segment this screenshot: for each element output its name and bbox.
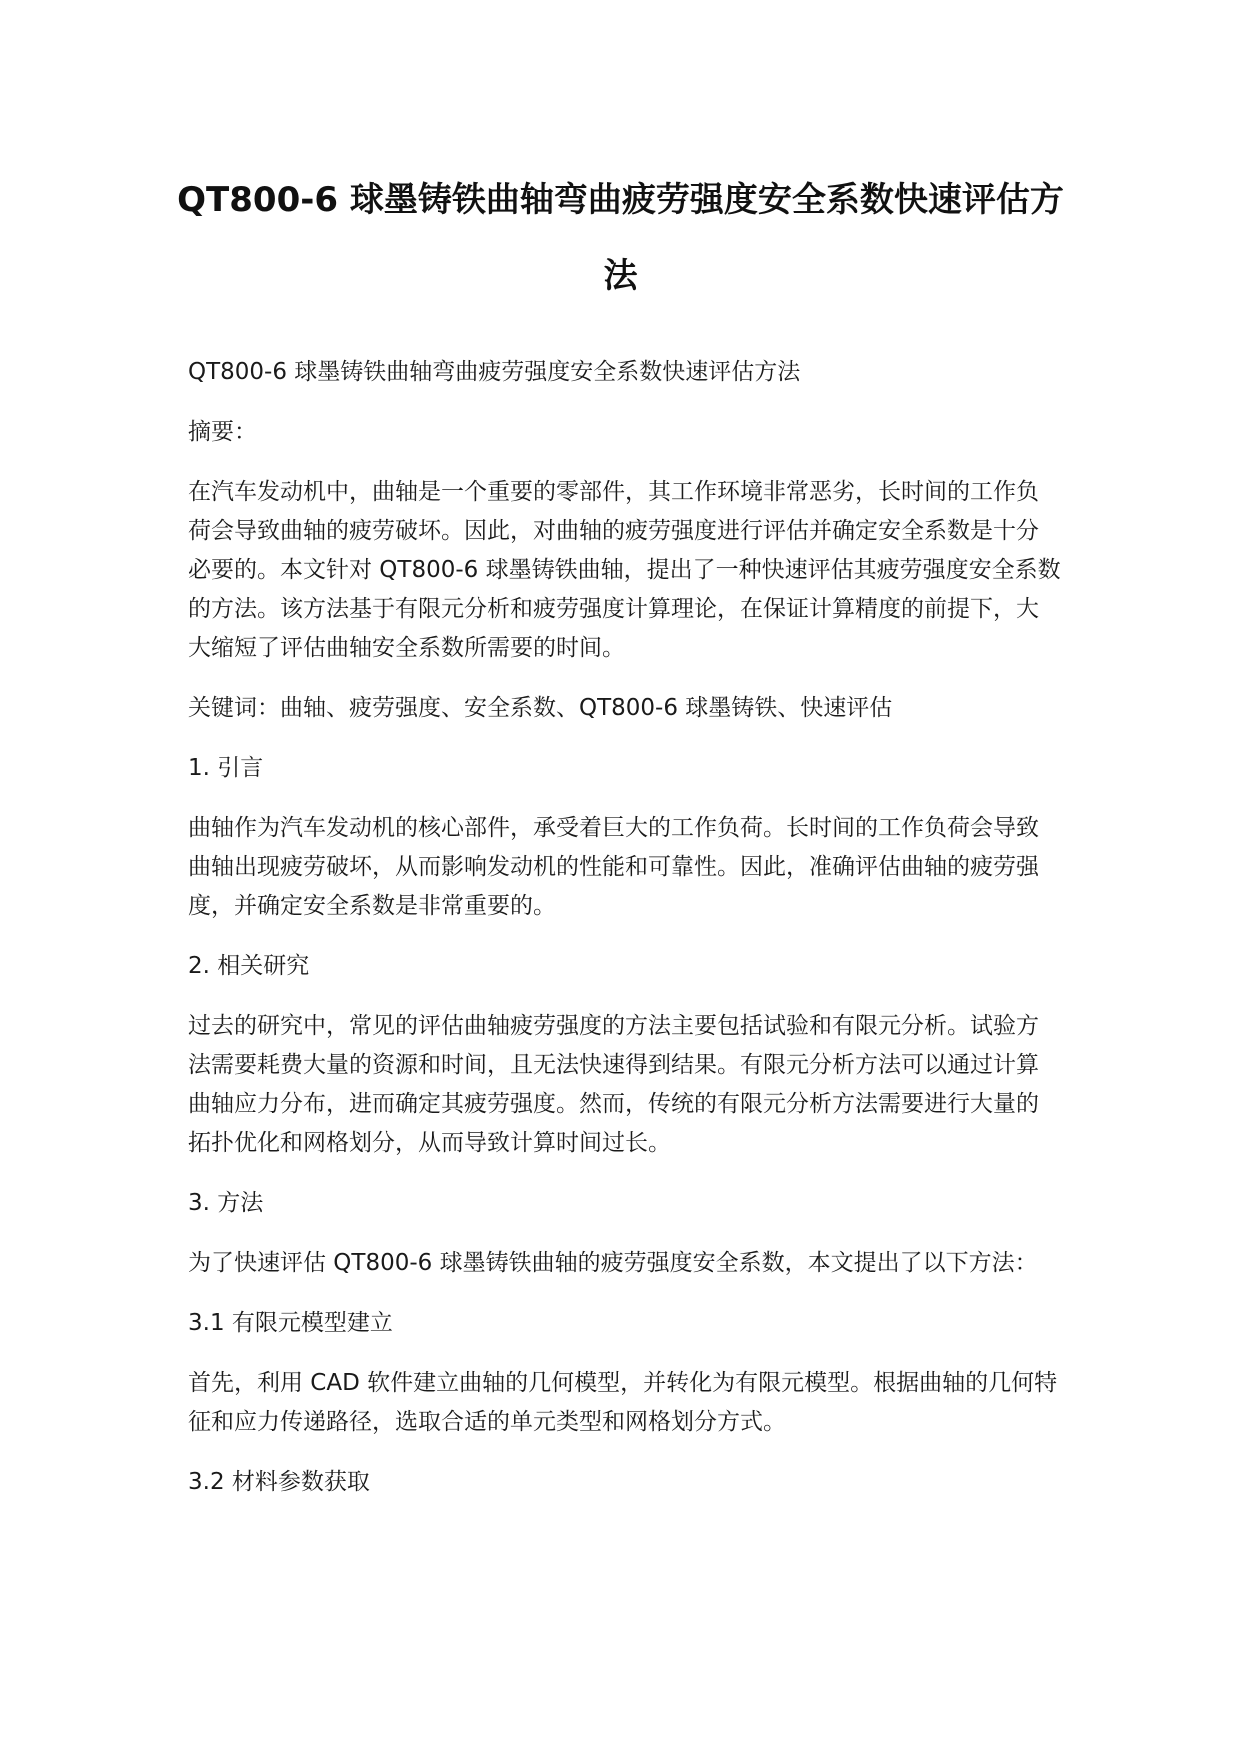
fem-model-line: 征和应力传递路径，选取合适的单元类型和网格划分方式。 [188,1409,786,1435]
section-heading-intro: 1. 引言 [188,755,264,781]
intro-line: 曲轴作为汽车发动机的核心部件，承受着巨大的工作负荷。长时间的工作负荷会导致 [188,815,1039,841]
abstract-line: 大缩短了评估曲轴安全系数所需要的时间。 [188,635,625,661]
abstract-line: 的方法。该方法基于有限元分析和疲劳强度计算理论，在保证计算精度的前提下，大 [188,596,1039,622]
abstract-line: 必要的。本文针对 QT800-6 球墨铸铁曲轴，提出了一种快速评估其疲劳强度安全系数 [188,557,1061,583]
related-work-line: 曲轴应力分布，进而确定其疲劳强度。然而，传统的有限元分析方法需要进行大量的 [188,1091,1039,1117]
abstract-line: 荷会导致曲轴的疲劳破坏。因此，对曲轴的疲劳强度进行评估并确定安全系数是十分 [188,518,1039,544]
abstract-label: 摘要： [188,419,257,445]
related-work-paragraph [188,1007,1058,1163]
related-work-line: 法需要耗费大量的资源和时间，且无法快速得到结果。有限元分析方法可以通过计算 [188,1052,1039,1078]
document-title-line-2: 法 [603,256,638,296]
subsection-heading-material-params: 3.2 材料参数获取 [188,1469,370,1495]
section-heading-related-work: 2. 相关研究 [188,953,310,979]
intro-paragraph [188,809,1058,926]
abstract-paragraph [188,473,1061,668]
fem-model-paragraph [188,1364,1058,1442]
section-heading-method: 3. 方法 [188,1190,264,1216]
intro-line: 度，并确定安全系数是非常重要的。 [188,893,556,919]
document-body [188,353,1061,1523]
intro-line: 曲轴出现疲劳破坏，从而影响发动机的性能和可靠性。因此，准确评估曲轴的疲劳强 [188,854,1039,880]
method-intro: 为了快速评估 QT800-6 球墨铸铁曲轴的疲劳强度安全系数，本文提出了以下方法： [188,1250,1038,1276]
abstract-line: 在汽车发动机中，曲轴是一个重要的零部件，其工作环境非常恶劣，长时间的工作负 [188,479,1039,505]
document-title-line-1: QT800-6 球墨铸铁曲轴弯曲疲劳强度安全系数快速评估方 [177,180,1064,220]
keywords-line: 关键词：曲轴、疲劳强度、安全系数、QT800-6 球墨铸铁、快速评估 [188,695,893,721]
document-subtitle: QT800-6 球墨铸铁曲轴弯曲疲劳强度安全系数快速评估方法 [188,359,801,385]
related-work-line: 过去的研究中，常见的评估曲轴疲劳强度的方法主要包括试验和有限元分析。试验方 [188,1013,1039,1039]
fem-model-line: 首先，利用 CAD 软件建立曲轴的几何模型，并转化为有限元模型。根据曲轴的几何特 [188,1370,1058,1396]
related-work-line: 拓扑优化和网格划分，从而导致计算时间过长。 [188,1130,671,1156]
subsection-heading-fem-model: 3.1 有限元模型建立 [188,1310,393,1336]
